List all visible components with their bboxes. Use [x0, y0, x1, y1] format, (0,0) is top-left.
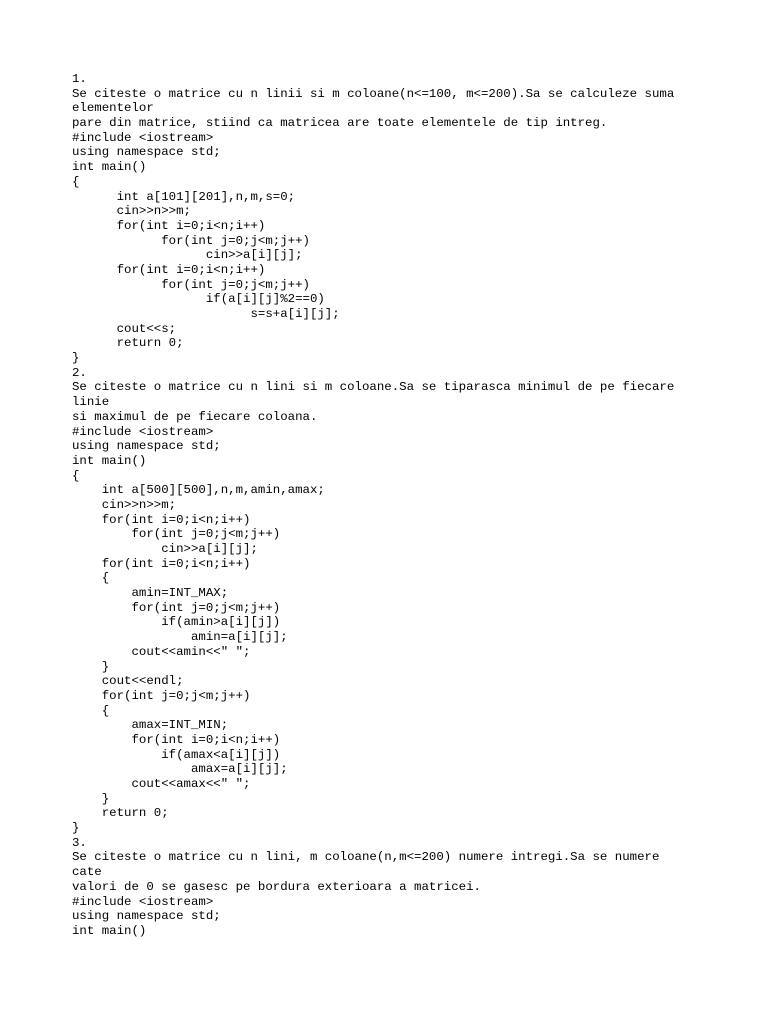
text-line: amax=a[i][j];	[72, 762, 288, 777]
text-line: Se citeste o matrice cu n lini, m coloane(n,m<=200) numere intregi.Sa se numere	[72, 850, 660, 865]
text-line: }	[72, 351, 80, 366]
text-line: cate	[72, 865, 102, 880]
text-line: if(amax<a[i][j])	[72, 747, 281, 762]
text-line: {	[72, 174, 80, 189]
text-line: {	[72, 703, 110, 718]
text-line: }	[72, 821, 80, 836]
text-line: pare din matrice, stiind ca matricea are toate elementele de tip intreg.	[72, 116, 608, 131]
text-line: valori de 0 se gasesc pe bordura exterioara a matricei.	[72, 879, 481, 894]
text-line: cout<<s;	[72, 321, 177, 336]
text-line: for(int j=0;j<m;j++)	[72, 527, 281, 542]
text-line: using namespace std;	[72, 145, 221, 160]
text-line: amax=INT_MIN;	[72, 718, 229, 733]
text-line: #include <iostream>	[72, 130, 214, 145]
text-line: if(a[i][j]%2==0)	[72, 292, 325, 307]
text-line: for(int j=0;j<m;j++)	[72, 600, 281, 615]
text-line: using namespace std;	[72, 909, 221, 924]
text-line: s=s+a[i][j];	[72, 307, 340, 321]
document-page	[72, 72, 712, 939]
text-line: Se citeste o matrice cu n linii si m coloane(n<=100, m<=200).Sa se calculeze suma	[72, 86, 675, 101]
text-line: int a[101][201],n,m,s=0;	[72, 189, 296, 204]
text-line: if(amin>a[i][j])	[72, 615, 281, 630]
text-line: int main()	[72, 453, 147, 468]
text-line: cin>>a[i][j];	[72, 542, 258, 556]
text-line: int a[500][500],n,m,amin,amax;	[72, 483, 325, 498]
text-line: {	[72, 468, 80, 483]
text-line: cout<<amin<<" ";	[72, 644, 251, 659]
text-line: for(int i=0;i<n;i++)	[72, 732, 281, 747]
text-line: 3.	[72, 835, 87, 850]
text-line: cin>>n>>m;	[72, 497, 177, 512]
text-line: }	[72, 659, 110, 674]
text-line: int main()	[72, 160, 147, 175]
text-line: amin=INT_MAX;	[72, 586, 229, 601]
text-line: int main()	[72, 923, 147, 938]
text-line: cin>>a[i][j];	[72, 248, 303, 263]
text-line: amin=a[i][j];	[72, 630, 288, 645]
text-line: for(int i=0;i<n;i++)	[72, 512, 251, 527]
text-line: cin>>n>>m;	[72, 204, 191, 219]
text-line: }	[72, 791, 110, 806]
text-line: cout<<amax<<" ";	[72, 777, 251, 791]
text-line: using namespace std;	[72, 439, 221, 454]
text-line: for(int j=0;j<m;j++)	[72, 233, 310, 248]
text-line: si maximul de pe fiecare coloana.	[72, 409, 318, 424]
text-line: return 0;	[72, 806, 169, 821]
text-line: elementelor	[72, 101, 154, 116]
text-line: return 0;	[72, 336, 184, 351]
text-line: #include <iostream>	[72, 894, 214, 909]
text-line: #include <iostream>	[72, 424, 214, 439]
text-line: for(int j=0;j<m;j++)	[72, 277, 310, 292]
text-line: {	[72, 571, 110, 586]
text-line: for(int i=0;i<n;i++)	[72, 262, 266, 277]
text-line: for(int i=0;i<n;i++)	[72, 556, 251, 571]
text-line: for(int i=0;i<n;i++)	[72, 218, 266, 233]
text-line: linie	[72, 395, 110, 410]
text-line: Se citeste o matrice cu n lini si m coloane.Sa se tiparasca minimul de pe fiecare	[72, 380, 675, 395]
text-line: 1.	[72, 72, 87, 86]
text-line: cout<<endl;	[72, 674, 184, 689]
text-line: for(int j=0;j<m;j++)	[72, 688, 251, 703]
text-line: 2.	[72, 365, 87, 380]
